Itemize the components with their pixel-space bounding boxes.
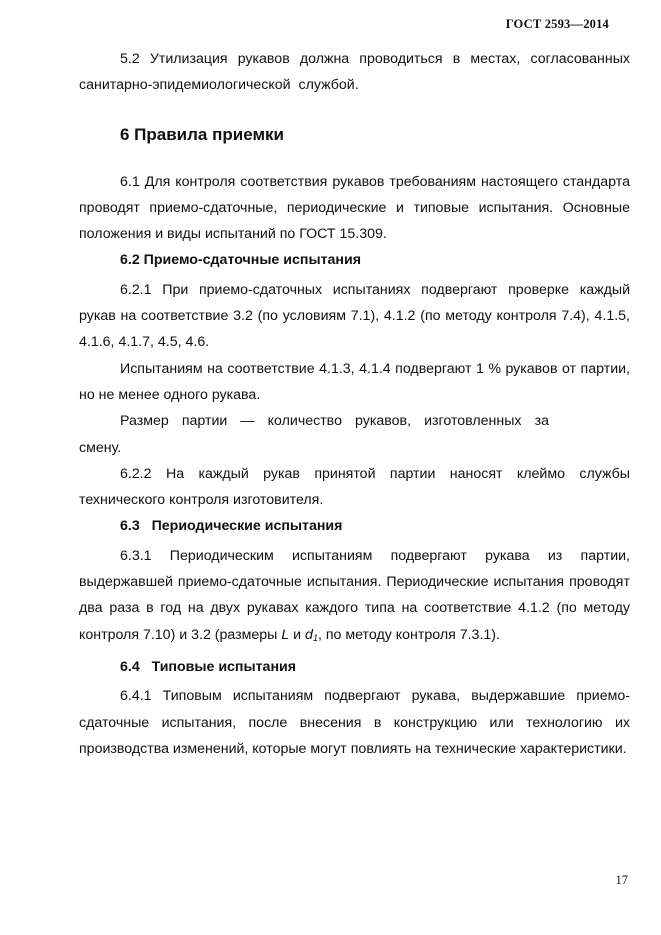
symbol-L: L bbox=[281, 626, 290, 643]
subsection-6-3-number: 6.3 bbox=[120, 518, 140, 535]
paragraph-batch-size bbox=[79, 408, 630, 461]
paragraph-6-3-1 bbox=[79, 543, 630, 648]
symbol-d bbox=[305, 627, 318, 643]
subsection-6-4-title: Типовые испытания bbox=[151, 658, 297, 675]
subsection-6-2-heading: 6.2 Приемо-сдаточные испытания bbox=[120, 252, 361, 269]
paragraph-6-3-1-end: , по методу контроля 7.3.1). bbox=[317, 626, 500, 643]
paragraph-6-4-1: 6.4.1 Типовым испытаниям подвергают рукава, выдержавшие приемо-сдаточные испытания, после внесения в конструкцию или технологию их производства изменений, которые могут повлиять на технические характеристики. bbox=[79, 688, 630, 757]
conjunction-and: и bbox=[293, 626, 302, 643]
page-content bbox=[79, 46, 630, 762]
symbol-d-subscript: 1 bbox=[312, 632, 318, 643]
batch-size-line-2: смену. bbox=[79, 439, 122, 456]
subsection-6-3-title: Периодические испытания bbox=[151, 518, 343, 535]
paragraph-6-1: 6.1 Для контроля соответствия рукавов требованиям настоящего стандарта проводят приемо-сдаточные, периодические и типовые испытания. Основные положения и виды испытаний по ГОСТ 15.309. bbox=[79, 173, 630, 243]
paragraph-5-2: 5.2 Утилизация рукавов должна проводиться в местах, согласованных санитарно-эпидемиологической службой. bbox=[79, 51, 630, 94]
subsection-6-4-heading bbox=[120, 654, 630, 680]
batch-size-line-1: Размер партии — количество рукавов, изготовленных за bbox=[120, 413, 549, 430]
paragraph-6-2-2: 6.2.2 На каждый рукав принятой партии наносят клеймо службы технического контроля изготовителя. bbox=[79, 465, 630, 509]
page-number: 17 bbox=[615, 873, 628, 887]
symbol-d-letter: d bbox=[305, 626, 313, 643]
paragraph-6-2-1: 6.2.1 При приемо-сдаточных испытаниях подвергают проверке каждый рукав на соответствие 3.2 (по условиям 7.1), 4.1.2 (по методу контроля 7.4), 4.1.5, 4.1.6, 4.1.7, 4.5, 4.6. bbox=[79, 281, 630, 351]
paragraph-6-3-1-text: 6.3.1 Периодическим испытаниям подвергают рукава из партии, выдержавшей приемо-сдаточные испытания. Периодические испытания проводят два раза в год на двух рукавах каждого типа на соответствие 4.1.2 (по методу контроля 7.10) и 3.2 (размеры bbox=[79, 547, 630, 643]
standard-header: ГОСТ 2593—2014 bbox=[505, 17, 609, 31]
paragraph-tests: Испытаниям на соответствие 4.1.3, 4.1.4 подвергают 1 % рукавов от партии, но не менее одного рукава. bbox=[79, 360, 630, 403]
subsection-6-3-heading bbox=[120, 513, 630, 539]
subsection-6-4-number: 6.4 bbox=[120, 658, 140, 675]
section-6-heading: 6 Правила приемки bbox=[120, 124, 284, 144]
